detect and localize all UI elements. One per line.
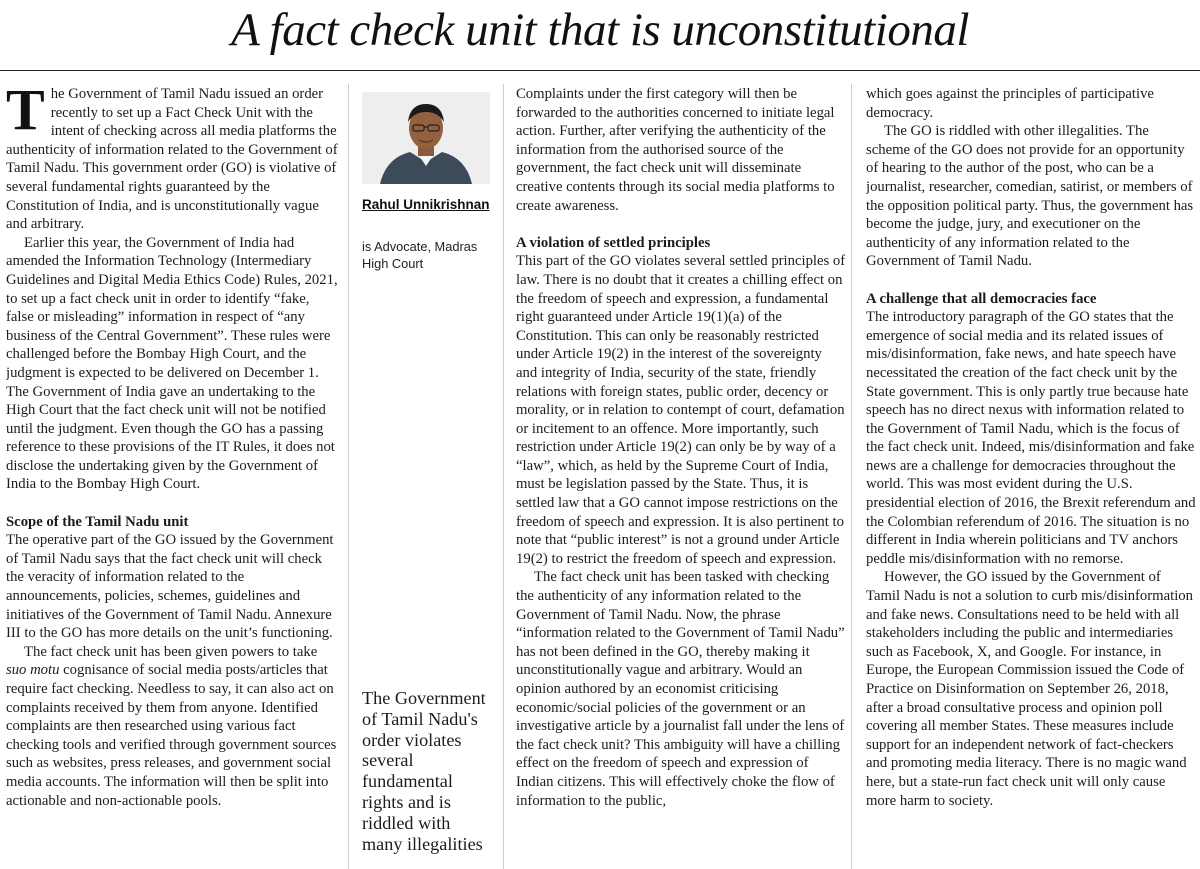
column-3 bbox=[516, 85, 846, 869]
author-portrait-image bbox=[362, 92, 490, 184]
column-divider bbox=[348, 84, 349, 869]
paragraph: The fact check unit has been given powers to take suo motu cognisance of social media posts/articles that require fact checking. Needless to say, it can also act on complaints received by them from anyone. Identified complaints are then researched using various fact checking tools and verified through government sources such as websites, press releases, and government social media accounts. The information will then be split into actionable and non-actionable pools. bbox=[6, 643, 337, 809]
subheading: A violation of settled principles bbox=[516, 234, 711, 251]
paragraph: Earlier this year, the Government of India had amended the Information Technology (Intermediary Guidelines and Digital Media Ethics Code) Rules, 2021, to set up a fact check unit in order to identify “fake, false or misleading” information in respect of “any business of the Central Government”. These rules were challenged before the Bombay High Court, and the judgment is expected to be delivered on December 1. The Government of India gave an undertaking to the High Court that the fact check unit will not be notified until the judgment. Even though the GO has a passing reference to these provisions of the IT Rules, it does not disclose the undertaking given by the Government of India to the Bombay High Court. bbox=[6, 234, 338, 493]
author-role: is Advocate, Madras High Court bbox=[362, 239, 478, 271]
column-divider bbox=[851, 84, 852, 869]
paragraph: The GO is riddled with other illegalities. The scheme of the GO does not provide for an opportunity of hearing to the author of the post, who can be a journalist, researcher, comedian, satirist, or members of the opposition political party. Thus, the government has become the judge, jury, and executioner on the authenticity of any information related to the Government of Tamil Nadu. bbox=[866, 123, 1194, 270]
author-photo bbox=[362, 92, 490, 184]
column-divider bbox=[503, 84, 504, 869]
subheading: A challenge that all democracies face bbox=[866, 290, 1097, 307]
paragraph: The introductory paragraph of the GO states that the emergence of social media and its related issues of mis/disinformation, fake news, and hate speech have necessitated the creation of the fact check unit by the State government. This is only partly true because hate speech has no direct nexus with information related to the Government of Tamil Nadu, which is the focus of the fact check unit. Indeed, mis/disinformation and fake news are a challenge for democracies throughout the world. This was most evident during the U.S. presidential election of 2016, the Brexit referendum and the Colombian referendum of 2016. The situation is no different in India wherein politicians and TV anchors peddle mis/disinformation with no remorse. bbox=[866, 309, 1196, 567]
author-name: Rahul Unnikrishnan bbox=[362, 197, 490, 212]
headline-rule bbox=[0, 70, 1200, 71]
drop-cap: T bbox=[6, 85, 45, 142]
paragraph: However, the GO issued by the Government of Tamil Nadu is not a solution to curb mis/disinformation and fake news. Consultations need to be held with all stakeholders including the public and intermediaries such as Facebook, X, and Google. For instance, in Europe, the European Commission issued the Code of Practice on Disinformation on September 26, 2018, after a broad consultative process and opinion poll covering all member States. These measures include support for an independent network of fact-checkers and promoting media literacy. There is no magic wand here, but a state-run fact check unit will only cause more harm to society. bbox=[866, 569, 1193, 809]
paragraph: This part of the GO violates several settled principles of law. There is no doubt that it creates a chilling effect on the freedom of speech and expression, a fundamental right guaranteed under Article 19(1)(a) of the Constitution. This can only be reasonably restricted under Article 19(2) in the interest of the sovereignty and integrity of India, security of the state, friendly relations with foreign states, public order, decency or morality, or in relation to contempt of court, defamation or incitement to an offence. More importantly, such restriction under Article 19(2) can only be by way of a “law”, which, as held by the Supreme Court of India, must be legislation passed by the State. Thus, it is settled law that a GO cannot impose restrictions on the freedom of speech and expression. It is also pertinent to note that “public interest” is not a ground under Article 19(2) to restrict the freedom of speech and expression. bbox=[516, 253, 846, 567]
paragraph: which goes against the principles of participative democracy. bbox=[866, 86, 1154, 121]
paragraph: Complaints under the first category will then be forwarded to the authorities concerned to initiate legal action. Further, after verifying the authenticity of the information from the authorised source of the government, the fact check unit will disseminate creative contents through its social media platforms to create awareness. bbox=[516, 86, 835, 214]
paragraph: The operative part of the GO issued by the Government of Tamil Nadu says that the fact check unit will check the veracity of information related to the announcements, policies, schemes, guidelines and initiatives of the Government of Tamil Nadu. Annexure III to the GO has more details on the unit’s functioning. bbox=[6, 532, 334, 642]
paragraph: The Government of Tamil Nadu issued an order recently to set up a Fact Check Unit with the intent of checking across all media platforms the authenticity of information related to the Government of Tamil Nadu. This government order (GO) is violative of several fundamental rights guaranteed by the Constitution of India, and is unconstitutionally vague and arbitrary. bbox=[6, 85, 338, 233]
column-1 bbox=[6, 85, 340, 869]
subheading: Scope of the Tamil Nadu unit bbox=[6, 513, 189, 530]
column-4 bbox=[866, 85, 1196, 869]
paragraph: The fact check unit has been tasked with checking the authenticity of any information related to the Government of Tamil Nadu. Now, the phrase “information related to the Government of Tamil Nadu” has not been defined in the GO, thereby making it unconstitutionally vague and arbitrary. Would an opinion authored by an economist criticising economic/social policies of the government or an investigative article by a journalist fall under the lens of the fact check unit? This ambiguity will have a chilling effect on the freedom of speech and expression of Indian citizens. This will effectively choke the flow of information to the public, bbox=[516, 569, 845, 809]
pull-quote: The Government of Tamil Nadu's order violates several fundamental rights and is riddled with many illegalities bbox=[362, 688, 486, 854]
headline: A fact check unit that is unconstitutional bbox=[231, 4, 969, 56]
